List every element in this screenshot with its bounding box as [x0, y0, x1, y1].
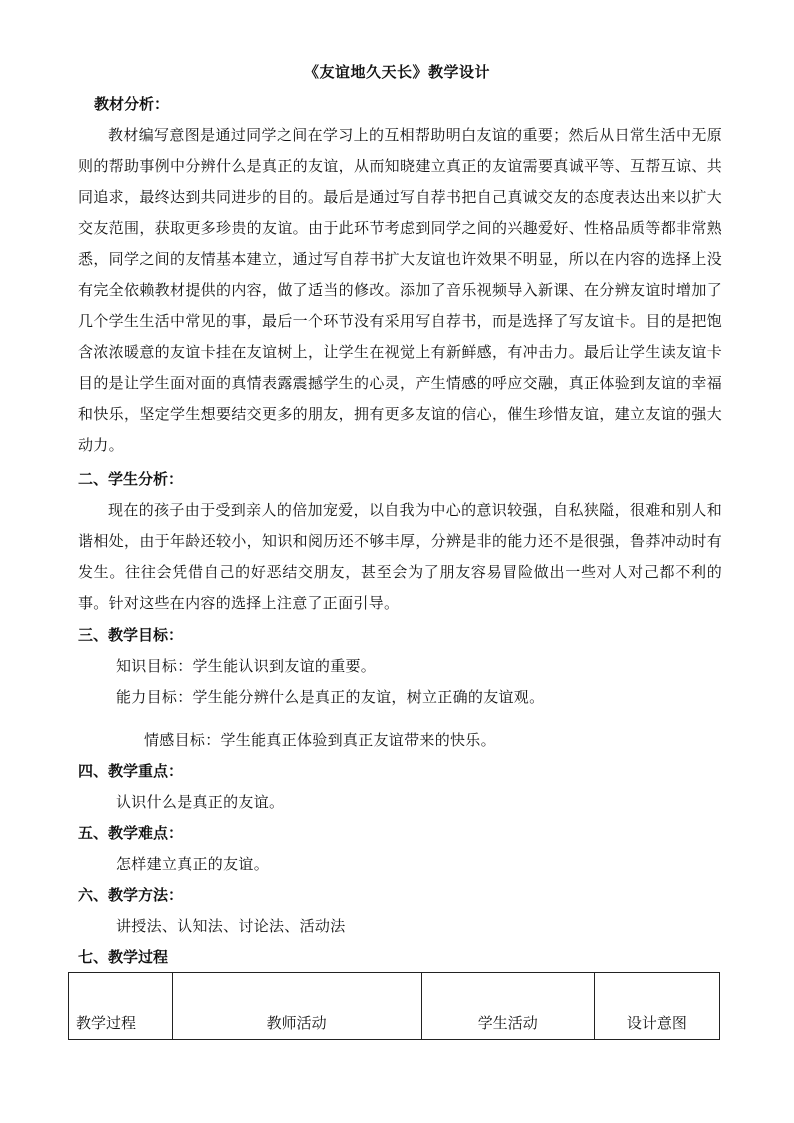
section-heading-process: 七、教学过程	[78, 948, 169, 966]
methods-text: 讲授法、认知法、讨论法、活动法	[116, 917, 346, 935]
table-header-intent: 设计意图	[594, 973, 719, 1040]
paragraph-students: 现在的孩子由于受到亲人的倍加宠爱，以自我为中心的意识较强，自私狭隘，很难和别人和谐相处，由于年龄还较小，知识和阅历还不够丰厚，分辨是非的能力还不是很强，鲁莽冲动时有发生。往往会凭借自己的好恶结交朋友，甚至会为了朋友容易冒险做出一些对人对己都不利的事。针对这些在内容的选择上注意了正面引导。	[78, 501, 722, 612]
table-header-student: 学生活动	[421, 973, 594, 1040]
section-heading-goals: 三、教学目标：	[78, 626, 184, 644]
goal-ability: 能力目标：学生能分辨什么是真正的友谊，树立正确的友谊观。	[116, 688, 545, 706]
paragraph-materials: 教材编写意图是通过同学之间在学习上的互相帮助明白友谊的重要；然后从日常生活中无原则的帮助事例中分辨什么是真正的友谊，从而知晓建立真正的友谊需要真诚平等、互帮互谅、共同追求，最终达到共同进步的目的。最后是通过写自荐书把自己真诚交友的态度表达出来以扩大交友范围，获取更多珍贵的友谊。由于此环节考虑到同学之间的兴趣爱好、性格品质等都非常熟悉，同学之间的友情基本建立，通过写自荐书扩大友谊也许效果不明显，所以在内容的选择上没有完全依赖教材提供的内容，做了适当的修改。添加了音乐视频导入新课、在分辨友谊时增加了几个学生生活中常见的事，最后一个环节没有采用写自荐书，而是选择了写友谊卡。目的是把饱含浓浓暖意的友谊卡挂在友谊树上，让学生在视觉上有新鲜感，有冲击力。最后让学生读友谊卡目的是让学生面对面的真情表露震撼学生的心灵，产生情感的呼应交融，真正体验到友谊的幸福和快乐，坚定学生想要结交更多的朋友，拥有更多友谊的信心，催生珍惜友谊，建立友谊的强大动力。	[78, 126, 722, 454]
section-heading-students: 二、学生分析：	[78, 470, 184, 488]
difficulty-text: 怎样建立真正的友谊。	[116, 855, 270, 873]
goal-emotion: 情感目标：学生能真正体验到真正友谊带来的快乐。	[144, 731, 496, 749]
process-table	[68, 972, 720, 1040]
section-heading-materials: 教材分析：	[94, 95, 170, 113]
section-heading-key-points: 四、教学重点：	[78, 762, 184, 780]
goal-knowledge: 知识目标：学生能认识到友谊的重要。	[116, 657, 377, 675]
table-header-teacher: 教师活动	[172, 973, 421, 1040]
table-header-row	[69, 973, 720, 1040]
section-heading-methods: 六、教学方法：	[78, 886, 184, 904]
section-heading-difficulties: 五、教学难点：	[78, 824, 184, 842]
key-point-text: 认识什么是真正的友谊。	[116, 793, 285, 811]
table-header-process: 教学过程	[69, 973, 173, 1040]
document-title: 《友谊地久天长》教学设计	[303, 63, 490, 81]
